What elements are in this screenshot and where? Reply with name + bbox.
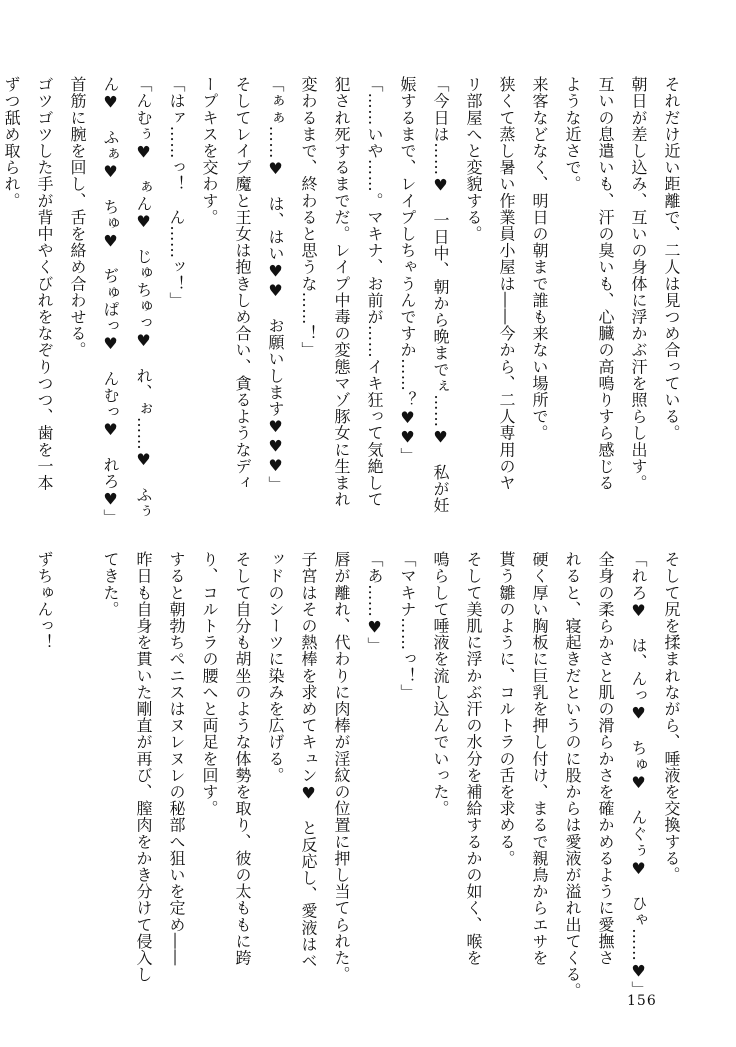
text-line: 「はァ……っ！ ん……ッ！」 xyxy=(167,76,186,309)
text-line: 貰う雛のように、コルトラの舌を求める。 xyxy=(497,551,516,867)
text-line: 犯され死するまでだ。レイプ中毒の変態マゾ豚女に生まれ xyxy=(332,76,351,508)
text-line: そして自分も胡坐のような体勢を取り、彼の太ももに跨 xyxy=(233,551,252,966)
text-line: ような近さで。 xyxy=(563,76,582,193)
text-line: それだけ近い距離で、二人は見つめ合っている。 xyxy=(662,76,681,442)
page-number: 156 xyxy=(627,993,657,1009)
text-line: ずちゅんっ！ xyxy=(35,551,54,651)
text-line: 昨日も自身を貫いた剛直が再び、膣肉をかき分けて侵入し xyxy=(134,551,153,983)
text-line: 互いの息遣いも、汗の臭いも、心臓の高鳴りすら感じる xyxy=(596,76,615,491)
text-line: 全身の柔らかさと肌の滑らかさを確かめるように愛撫さ xyxy=(596,551,615,966)
text-line: 鳴らして唾液を流し込んでいった。 xyxy=(431,551,450,817)
text-line: リ部屋へと変貌する。 xyxy=(464,76,483,242)
text-line: 「マキナ……っ！」 xyxy=(398,551,417,701)
text-line: すると朝勃ちペニスはヌレヌレの秘部へ狙いを定め―― xyxy=(167,551,186,966)
text-line: 来客などなく、明日の朝まで誰も来ない場所で。 xyxy=(530,76,549,442)
text-line: そして尻を揉まれながら、唾液を交換する。 xyxy=(662,551,681,883)
text-line: ん♥ ふぁ♥ ちゅ♥ ぢゅぱっ♥ んむっ♥ れろ♥」 xyxy=(101,76,120,526)
text-line: 朝日が差し込み、互いの身体に浮かぶ汗を照らし出す。 xyxy=(629,76,648,491)
text-line: ッドのシーツに染みを広げる。 xyxy=(266,551,285,784)
text-line: そしてレイプ魔と王女は抱きしめ合い、貪るようなディ xyxy=(233,76,252,491)
text-line: ゴツゴツした手が背中やくびれをなぞりつつ、歯を一本 xyxy=(35,76,54,491)
text-line: 子宮はその熱棒を求めてキュン♥ と反応し、愛液はベ xyxy=(299,551,318,969)
text-line: 「今日は……♥ 一日中、朝から晩までぇ……♥ 私が妊 xyxy=(431,76,450,514)
text-block-lower xyxy=(28,551,688,1000)
text-line: 「ぁぁ……♥ は、はい♥♥ お願いします♥♥♥」 xyxy=(266,76,285,493)
text-line: ープキスを交わす。 xyxy=(200,76,219,226)
text-line: れると、寝起きだというのに股からは愛液が溢れ出てくる。 xyxy=(563,551,582,1000)
text-line: 変わるまで、終わると思うな……！」 xyxy=(299,76,318,359)
text-line: 首筋に腕を回し、舌を絡め合わせる。 xyxy=(68,76,87,359)
text-line: 唇が離れ、代わりに肉棒が淫紋の位置に押し当てられた。 xyxy=(332,551,351,983)
text-line: 「……いや……。マキナ、お前が……イキ狂って気絶して xyxy=(365,76,384,508)
text-line: 娠するまで、レイプしちゃうんですか……？♥♥」 xyxy=(398,76,417,464)
text-line: 「れろ♥ は、んっ♥ ちゅ♥ んぐぅ♥ ひゃ……♥」 xyxy=(629,551,648,998)
text-line: り、コルトラの腰へと両足を回す。 xyxy=(200,551,219,817)
text-line: 狭くて蒸し暑い作業員小屋は――今から、二人専用のヤ xyxy=(497,76,516,491)
text-line: 「あ……♥」 xyxy=(365,551,384,654)
text-line: ずつ舐め取られ。 xyxy=(2,76,21,209)
text-line: そして美肌に浮かぶ汗の水分を補給するかの如く、喉を xyxy=(464,551,483,966)
text-line: 「んむぅ♥ ぁん♥ じゅちゅっ♥ れ、ぉ……♥ ふぅ xyxy=(134,76,153,520)
text-line xyxy=(61,551,94,981)
text-block-upper xyxy=(0,76,688,526)
text-line: 硬く厚い胸板に巨乳を押し付け、まるで親鳥からエサを xyxy=(530,551,549,966)
text-line: てきた。 xyxy=(101,551,120,618)
